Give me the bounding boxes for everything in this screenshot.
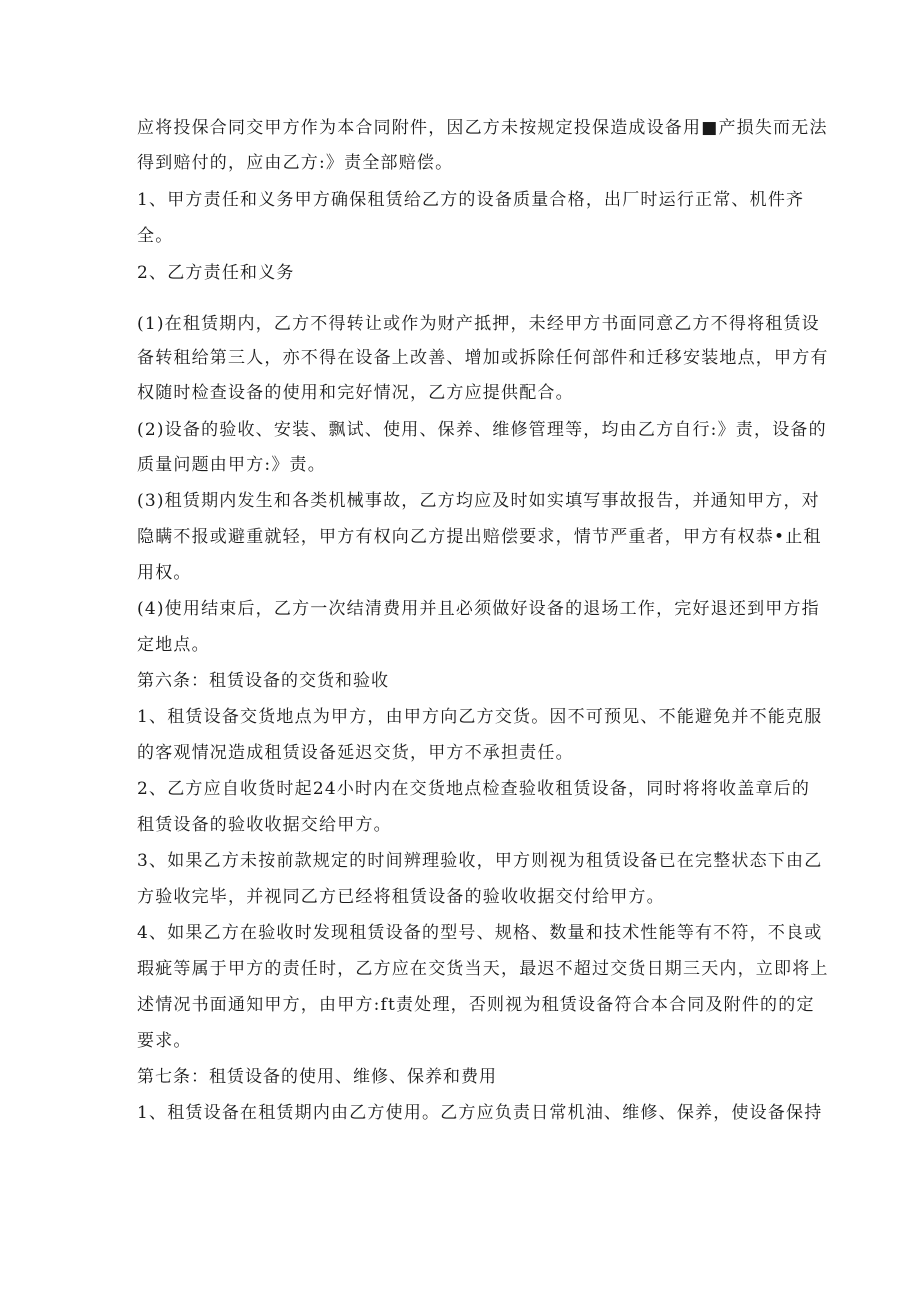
text-line: 1、甲方责任和义务甲方确保租赁给乙方的设备质量合格，出厂时运行正常、机件齐 xyxy=(137,190,805,210)
text-line: 备转租给第三人，亦不得在设备上改善、增加或拆除任何部件和迁移安装地点，甲方有 xyxy=(137,348,829,368)
text-line: 质量问题由甲方:》责。 xyxy=(137,455,326,475)
text-line: 2、乙方应自收货时起24小时内在交货地点检查验收租赁设备，同时将将收盖章后的 xyxy=(137,779,811,799)
text-line: 得到赔付的，应由乙方:》责全部赔偿。 xyxy=(137,153,454,173)
text-line: 2、乙方责任和义务 xyxy=(137,263,295,283)
text-line: 隐瞒不报或避重就轻，甲方有权向乙方提出赔偿要求，情节严重者，甲方有权恭•止租 xyxy=(137,527,822,547)
text-line: 述情况书面通知甲方，由甲方:ft责处理，否则视为租赁设备符合本合同及附件的的定 xyxy=(137,995,815,1015)
text-line: 租赁设备的验收收据交给甲方。 xyxy=(137,815,392,835)
text-line: 的客观情况造成租赁设备延迟交货，甲方不承担责任。 xyxy=(137,743,574,763)
text-line: 全。 xyxy=(137,226,174,246)
text-line: 方验收完毕，并视同乙方已经将租赁设备的验收收据交付给甲方。 xyxy=(137,887,665,907)
text-line: 权随时检查设备的使用和完好情况，乙方应提供配合。 xyxy=(137,383,574,403)
text-line: 要求。 xyxy=(137,1031,192,1051)
text-line: 定地点。 xyxy=(137,635,210,655)
text-line: 1、租赁设备交货地点为甲方，由甲方向乙方交货。因不可预见、不能避免并不能克服 xyxy=(137,707,823,727)
text-line: 应将投保合同交甲方作为本合同附件，因乙方未按规定投保造成设备用■产损失而无法 xyxy=(137,118,828,138)
section-heading: 第七条：租赁设备的使用、维修、保养和费用 xyxy=(137,1067,497,1087)
text-line: 1、租赁设备在租赁期内由乙方使用。乙方应负责日常机油、维修、保养，使设备保持 xyxy=(137,1103,823,1123)
text-line: (4)使用结束后，乙方一次结清费用并且必须做好设备的退场工作，完好退还到甲方指 xyxy=(137,599,820,619)
text-line: 3、如果乙方未按前款规定的时间辨理验收，甲方则视为租赁设备已在完整状态下由乙 xyxy=(137,851,823,871)
text-line: (2)设备的验收、安装、飘试、使用、保养、维修管理等，均由乙方自行:》责，设备的 xyxy=(137,420,827,440)
text-line: (1)在租赁期内，乙方不得转让或作为财产抵押，未经甲方书面同意乙方不得将租赁设 xyxy=(137,314,820,334)
text-line: 4、如果乙方在验收时发现租赁设备的型号、规格、数量和技术性能等有不符，不良或 xyxy=(137,923,823,943)
text-line: 瑕疵等属于甲方的责任时，乙方应在交货当天，最迟不超过交货日期三天内，立即将上 xyxy=(137,959,829,979)
section-heading: 第六条：租赁设备的交货和验收 xyxy=(137,671,389,691)
text-line: (3)租赁期内发生和各类机械事故，乙方均应及时如实填写事故报告，并通知甲方，对 xyxy=(137,491,820,511)
text-line: 用权。 xyxy=(137,563,192,583)
